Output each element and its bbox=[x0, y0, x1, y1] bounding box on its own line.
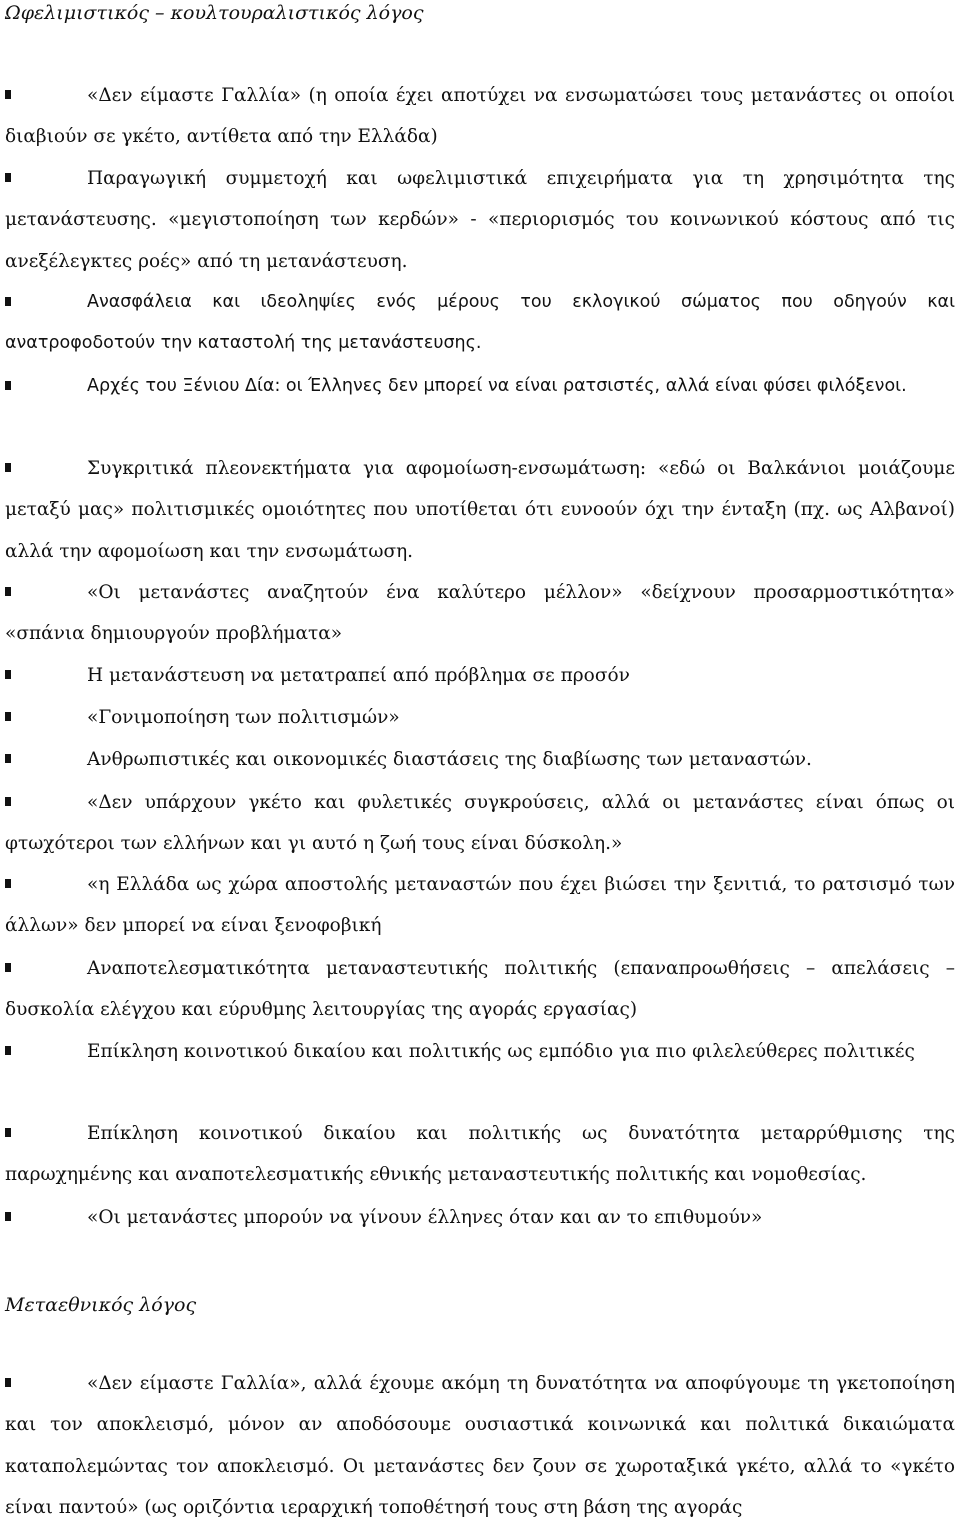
square-bullet-icon bbox=[5, 297, 11, 306]
list-item-text: «Δεν είμαστε Γαλλία», αλλά έχουμε ακόμη τη δυνατότητα να αποφύγουμε τη γκετοποίηση και τον αποκλεισμό, μόνον αν αποδόσουμε ουσιαστικά κοινωνικά και πολιτικά δικαιώματα καταπολεμώντας τον αποκλεισμό. Οι μετανάστες δεν ζουν σε χωροταξικά γκέτο, αλλά το «γκέτο είναι παντού» (ως οριζόντια ιεραρχική τοποθέτησή τους στη βάση της αγοράς bbox=[5, 1373, 955, 1519]
list-item-text: «Γονιμοποίηση των πολιτισμών» bbox=[87, 707, 400, 728]
square-bullet-icon bbox=[5, 754, 11, 763]
square-bullet-icon bbox=[5, 90, 11, 99]
list-item bbox=[5, 948, 955, 1031]
square-bullet-icon bbox=[5, 381, 11, 390]
list-item bbox=[5, 366, 955, 407]
square-bullet-icon bbox=[5, 1378, 11, 1387]
list-item bbox=[5, 697, 955, 738]
list-item-text: «Δεν είμαστε Γαλλία» (η οποία έχει αποτύχει να ενσωματώσει τους μετανάστες οι οποίοι διαβιούν σε γκέτο, αντίθετα από την Ελλάδα) bbox=[5, 85, 955, 148]
square-bullet-icon bbox=[5, 963, 11, 972]
list-item bbox=[5, 739, 955, 780]
square-bullet-icon bbox=[5, 879, 11, 888]
list-item-text: «Οι μετανάστες μπορούν να γίνουν έλληνες όταν και αν το επιθυμούν» bbox=[87, 1207, 763, 1228]
list-item bbox=[5, 1363, 955, 1529]
square-bullet-icon bbox=[5, 1212, 11, 1221]
list-item-text: «Οι μετανάστες αναζητούν ένα καλύτερο μέλλον» «δείχνουν προσαρμοστικότητα» «σπάνια δημιουργούν προβλήματα» bbox=[5, 582, 955, 645]
list-item bbox=[5, 158, 955, 282]
square-bullet-icon bbox=[5, 587, 11, 596]
list-item-text: Επίκληση κοινοτικού δικαίου και πολιτικής ως δυνατότητα μεταρρύθμισης της παρωχημένης και αναποτελεσματικής εθνικής μεταναστευτικής πολιτικής και νομοθεσίας. bbox=[5, 1123, 955, 1186]
section-heading-postnational: Μεταεθνικός λόγος bbox=[5, 1294, 197, 1316]
square-bullet-icon bbox=[5, 463, 11, 472]
list-item-text: Ανθρωπιστικές και οικονομικές διαστάσεις της διαβίωσης των μεταναστών. bbox=[87, 749, 812, 770]
list-item bbox=[5, 572, 955, 655]
list-item bbox=[5, 1113, 955, 1196]
list-item-text: Η μετανάστευση να μετατραπεί από πρόβλημα σε προσόν bbox=[87, 665, 630, 686]
list-item-text: «Δεν υπάρχουν γκέτο και φυλετικές συγκρούσεις, αλλά οι μετανάστες είναι όπως οι φτωχότεροι των ελλήνων και γι αυτό η ζωή τους είναι δύσκολη.» bbox=[5, 792, 955, 855]
list-item bbox=[5, 1031, 955, 1072]
list-item-text: «η Ελλάδα ως χώρα αποστολής μεταναστών που έχει βιώσει την ξενιτιά, το ρατσισμό των άλλων» δεν μπορεί να είναι ξενοφοβική bbox=[5, 874, 955, 937]
list-item bbox=[5, 864, 955, 947]
square-bullet-icon bbox=[5, 173, 11, 182]
list-item bbox=[5, 282, 955, 365]
section-heading-utilitarian: Ωφελιμιστικός – κουλτουραλιστικός λόγος bbox=[5, 2, 424, 24]
list-item-text: Αναποτελεσματικότητα μεταναστευτικής πολιτικής (επαναπροωθήσεις – απελάσεις – δυσκολία ελέγχου και εύρυθμης λειτουργίας της αγοράς εργασίας) bbox=[5, 958, 955, 1021]
square-bullet-icon bbox=[5, 712, 11, 721]
list-item-text: Συγκριτικά πλεονεκτήματα για αφομοίωση-ενσωμάτωση: «εδώ οι Βαλκάνιοι μοιάζουμε μεταξύ μας» πολιτισμικές ομοιότητες που υποτίθεται ότι ευνοούν όχι την ένταξη (πχ. ως Αλβανοί) αλλά την αφομοίωση και την ενσωμάτωση. bbox=[5, 458, 955, 562]
list-item bbox=[5, 655, 955, 696]
list-item-text: Ανασφάλεια και ιδεοληψίες ενός μέρους του εκλογικού σώματος που οδηγούν και ανατροφοδοτούν την καταστολή της μετανάστευσης. bbox=[5, 292, 955, 354]
list-item-text: Αρχές του Ξένιου Δία: οι Έλληνες δεν μπορεί να είναι ρατσιστές, αλλά είναι φύσει φιλόξενοι. bbox=[87, 376, 907, 396]
square-bullet-icon bbox=[5, 670, 11, 679]
square-bullet-icon bbox=[5, 1128, 11, 1137]
list-item bbox=[5, 448, 955, 572]
list-item bbox=[5, 782, 955, 865]
square-bullet-icon bbox=[5, 1046, 11, 1055]
list-item-text: Επίκληση κοινοτικού δικαίου και πολιτικής ως εμπόδιο για πιο φιλελεύθερες πολιτικές bbox=[87, 1041, 915, 1062]
list-item-text: Παραγωγική συμμετοχή και ωφελιμιστικά επιχειρήματα για τη χρησιμότητα της μετανάστευσης. «μεγιστοποίηση των κερδών» - «περιορισμός του κοινωνικού κόστους από τις ανεξέλεγκτες ροές» από τη μετανάστευση. bbox=[5, 168, 955, 272]
list-item bbox=[5, 1197, 955, 1238]
list-item bbox=[5, 75, 955, 158]
square-bullet-icon bbox=[5, 797, 11, 806]
